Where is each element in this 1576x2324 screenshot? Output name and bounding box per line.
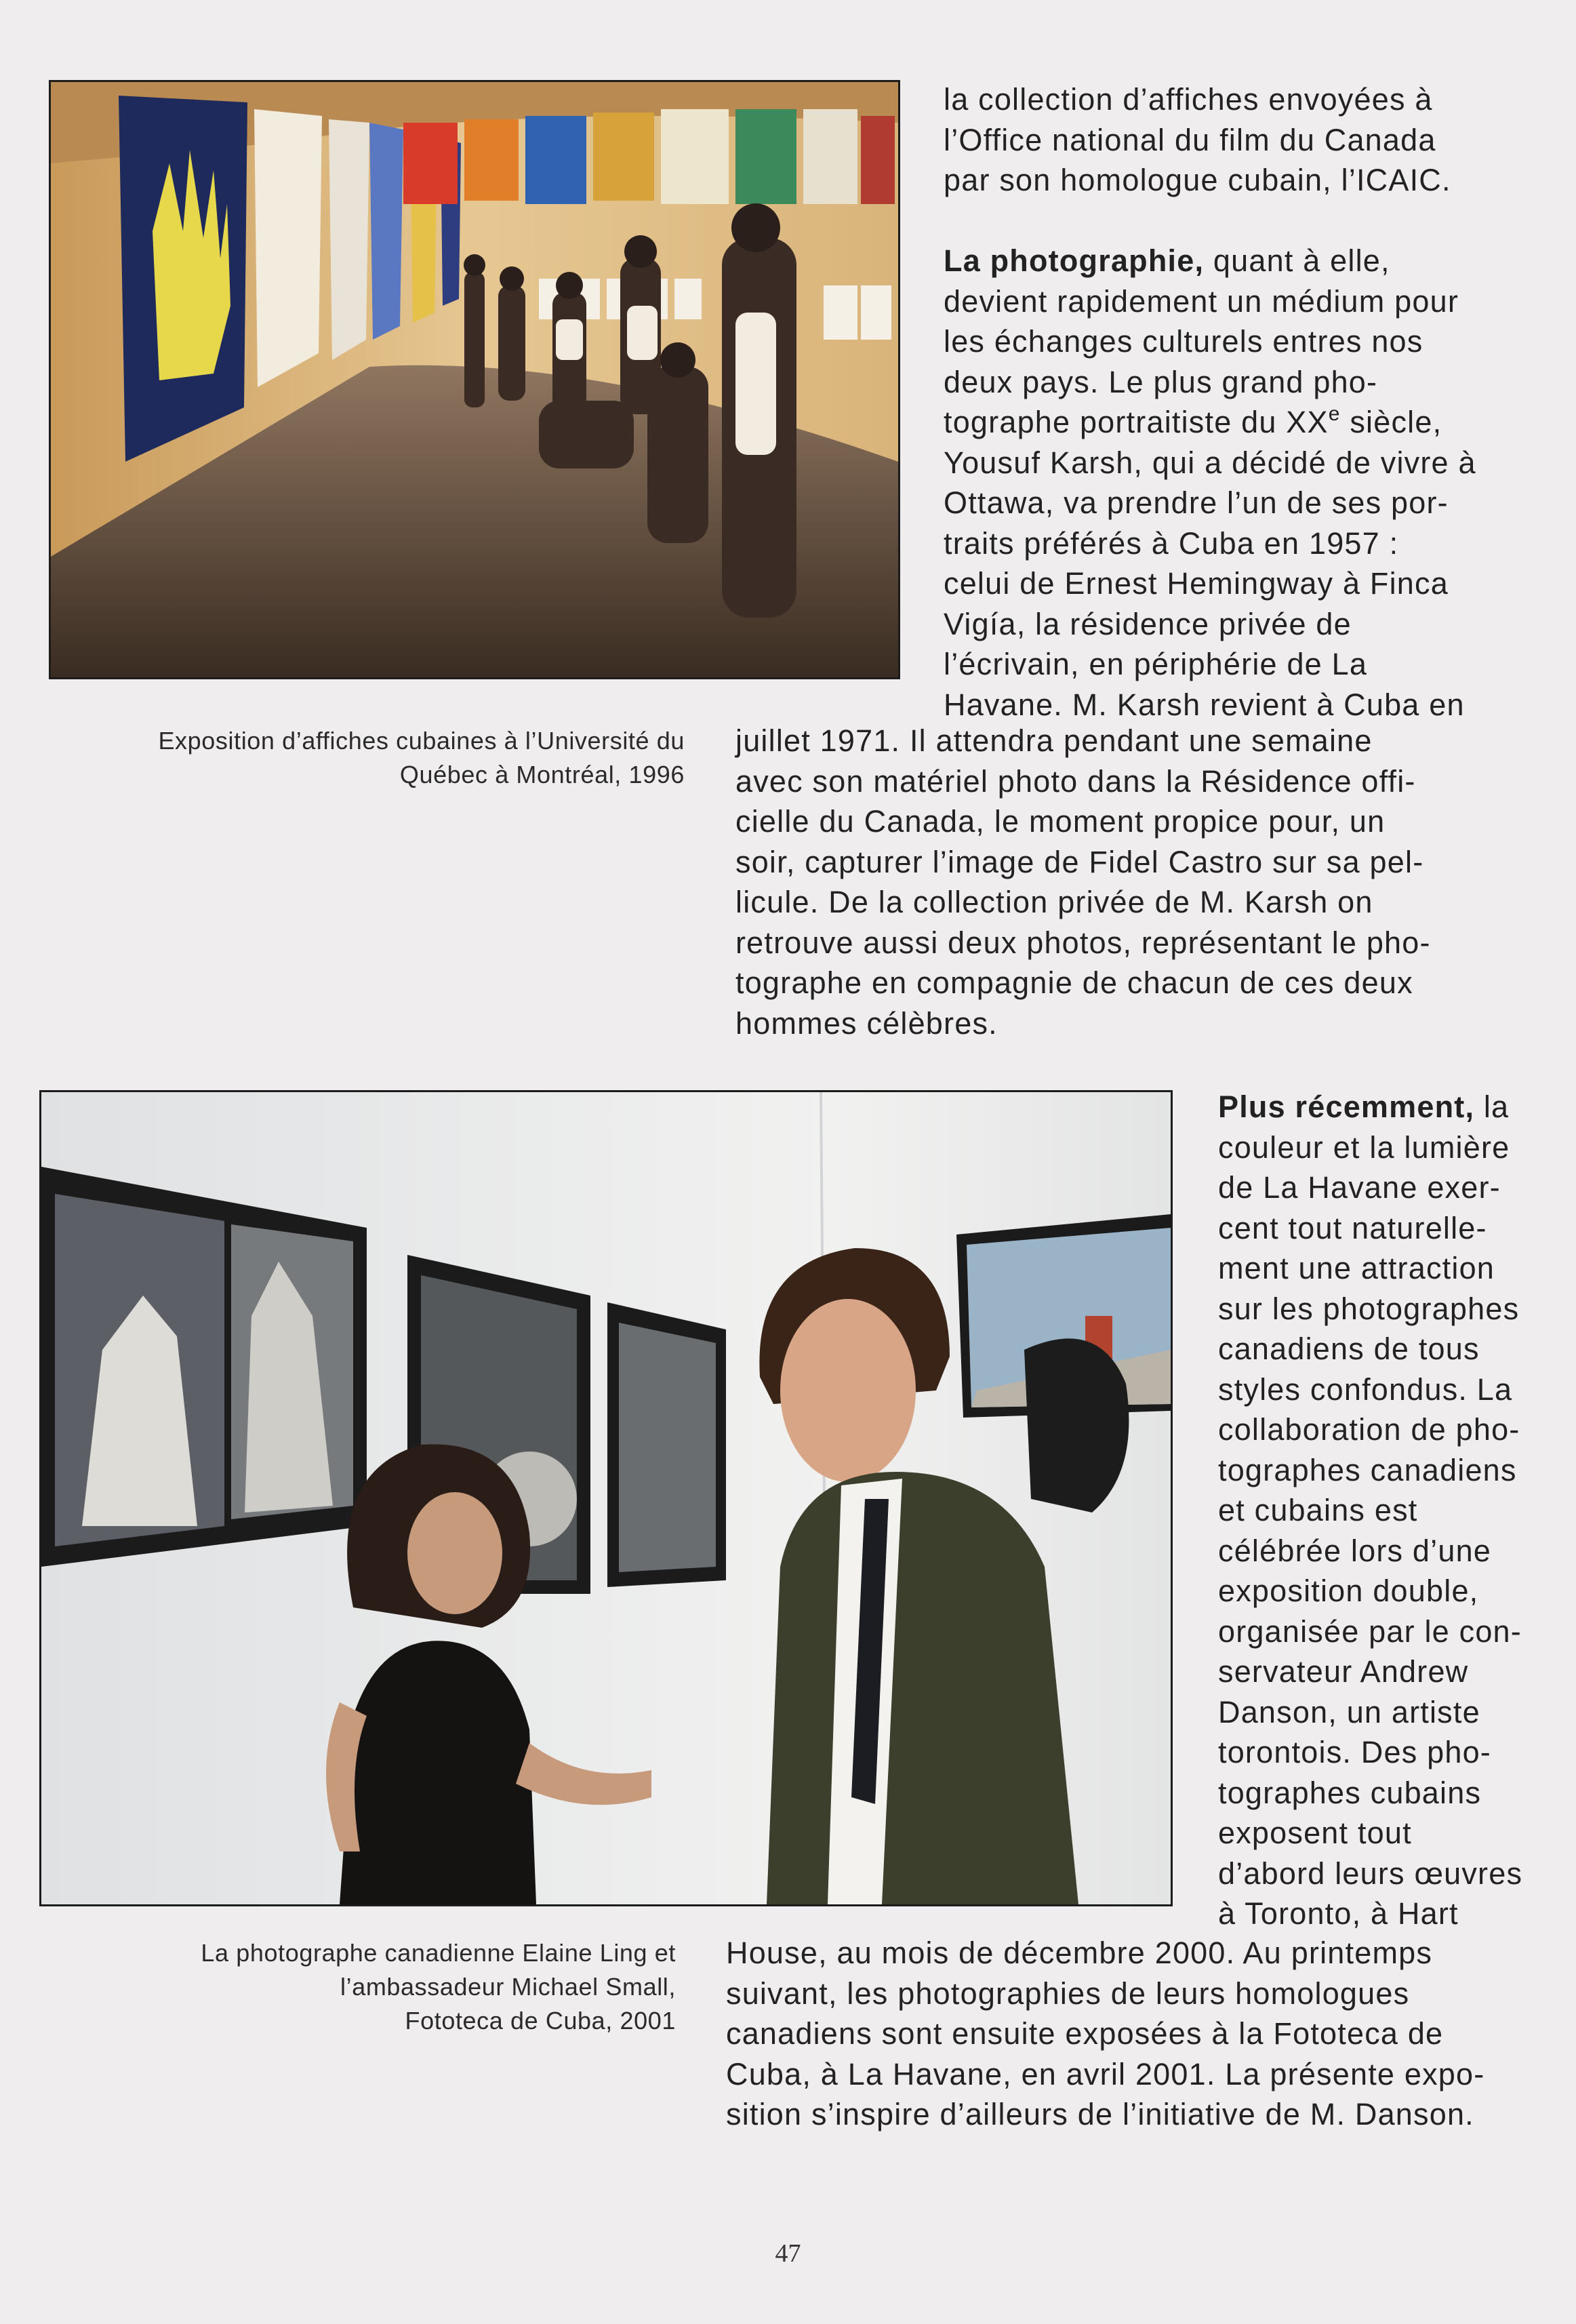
- bottom-photo-caption: La photographe canadienne Elaine Ling et l’ambassadeur Michael Small, Fototeca de Cuba, 2001: [201, 1939, 676, 2035]
- text-column-middle: juillet 1971. Il attendra pendant une semaine avec son matériel photo dans la Résidence offi- cielle du Canada, le moment propice pour, un soir, capturer l’image de Fidel Castro sur sa pel- licule. De la collection privée de M. Karsh on retrouve aussi deux photos, représentant le pho- tographe en compagnie de chacun de ces deux hommes célèbres.: [735, 723, 1431, 1041]
- gallery-conversation-photo: [39, 1090, 1173, 1906]
- text-column-right: Plus récemment, la couleur et la lumière de La Havane exer- cent tout naturelle- ment une attraction sur les photographes canadiens de tous styles confondus. La collaboration de pho- tographes canadiens et cubains est célébrée lors d’une exposition double, organisée par le con- servateur Andrew Danson, un artiste torontois. Des pho- tographes cubains exposent tout d’abord leurs œuvres à Toronto, à Hart: [1218, 1089, 1523, 1931]
- plus-recemment-heading: Plus récemment,: [1218, 1089, 1475, 1124]
- text-column-top: la collection d’affiches envoyées à l’Office national du film du Canada par son homologue cubain, l’ICAIC. La photographie, quant à elle, devient rapidement un médium pour les échanges culturels entres nos deux pays. Le plus grand pho- tographe portraitiste du XXe siècle, Yousuf Karsh, qui a décidé de vivre à Ottawa, va prendre l’un de ses por- traits préférés à Cuba en 1957 : celui de Ernest Hemingway à Finca Vigía, la résidence privée de l’écrivain, en périphérie de La Havane. M. Karsh revient à Cuba en: [944, 82, 1476, 722]
- text-column-bottom: House, au mois de décembre 2000. Au printemps suivant, les photographies de leurs homologues canadiens sont ensuite exposées à la Fototeca de Cuba, à La Havane, en avril 2001. La présente expo- sition s’inspire d’ailleurs de l’initiative de M. Danson.: [726, 1936, 1485, 2131]
- gallery-photo-conversation-photo-icon: [41, 1092, 1171, 1904]
- gallery-poster-exhibition-photo-icon: [51, 82, 898, 677]
- page-number: 47: [775, 2239, 801, 2268]
- photographie-heading: La photographie,: [944, 243, 1205, 278]
- top-photo-caption: Exposition d’affiches cubaines à l’Université du Québec à Montréal, 1996: [158, 727, 685, 788]
- poster-exhibition-photo: [49, 80, 900, 679]
